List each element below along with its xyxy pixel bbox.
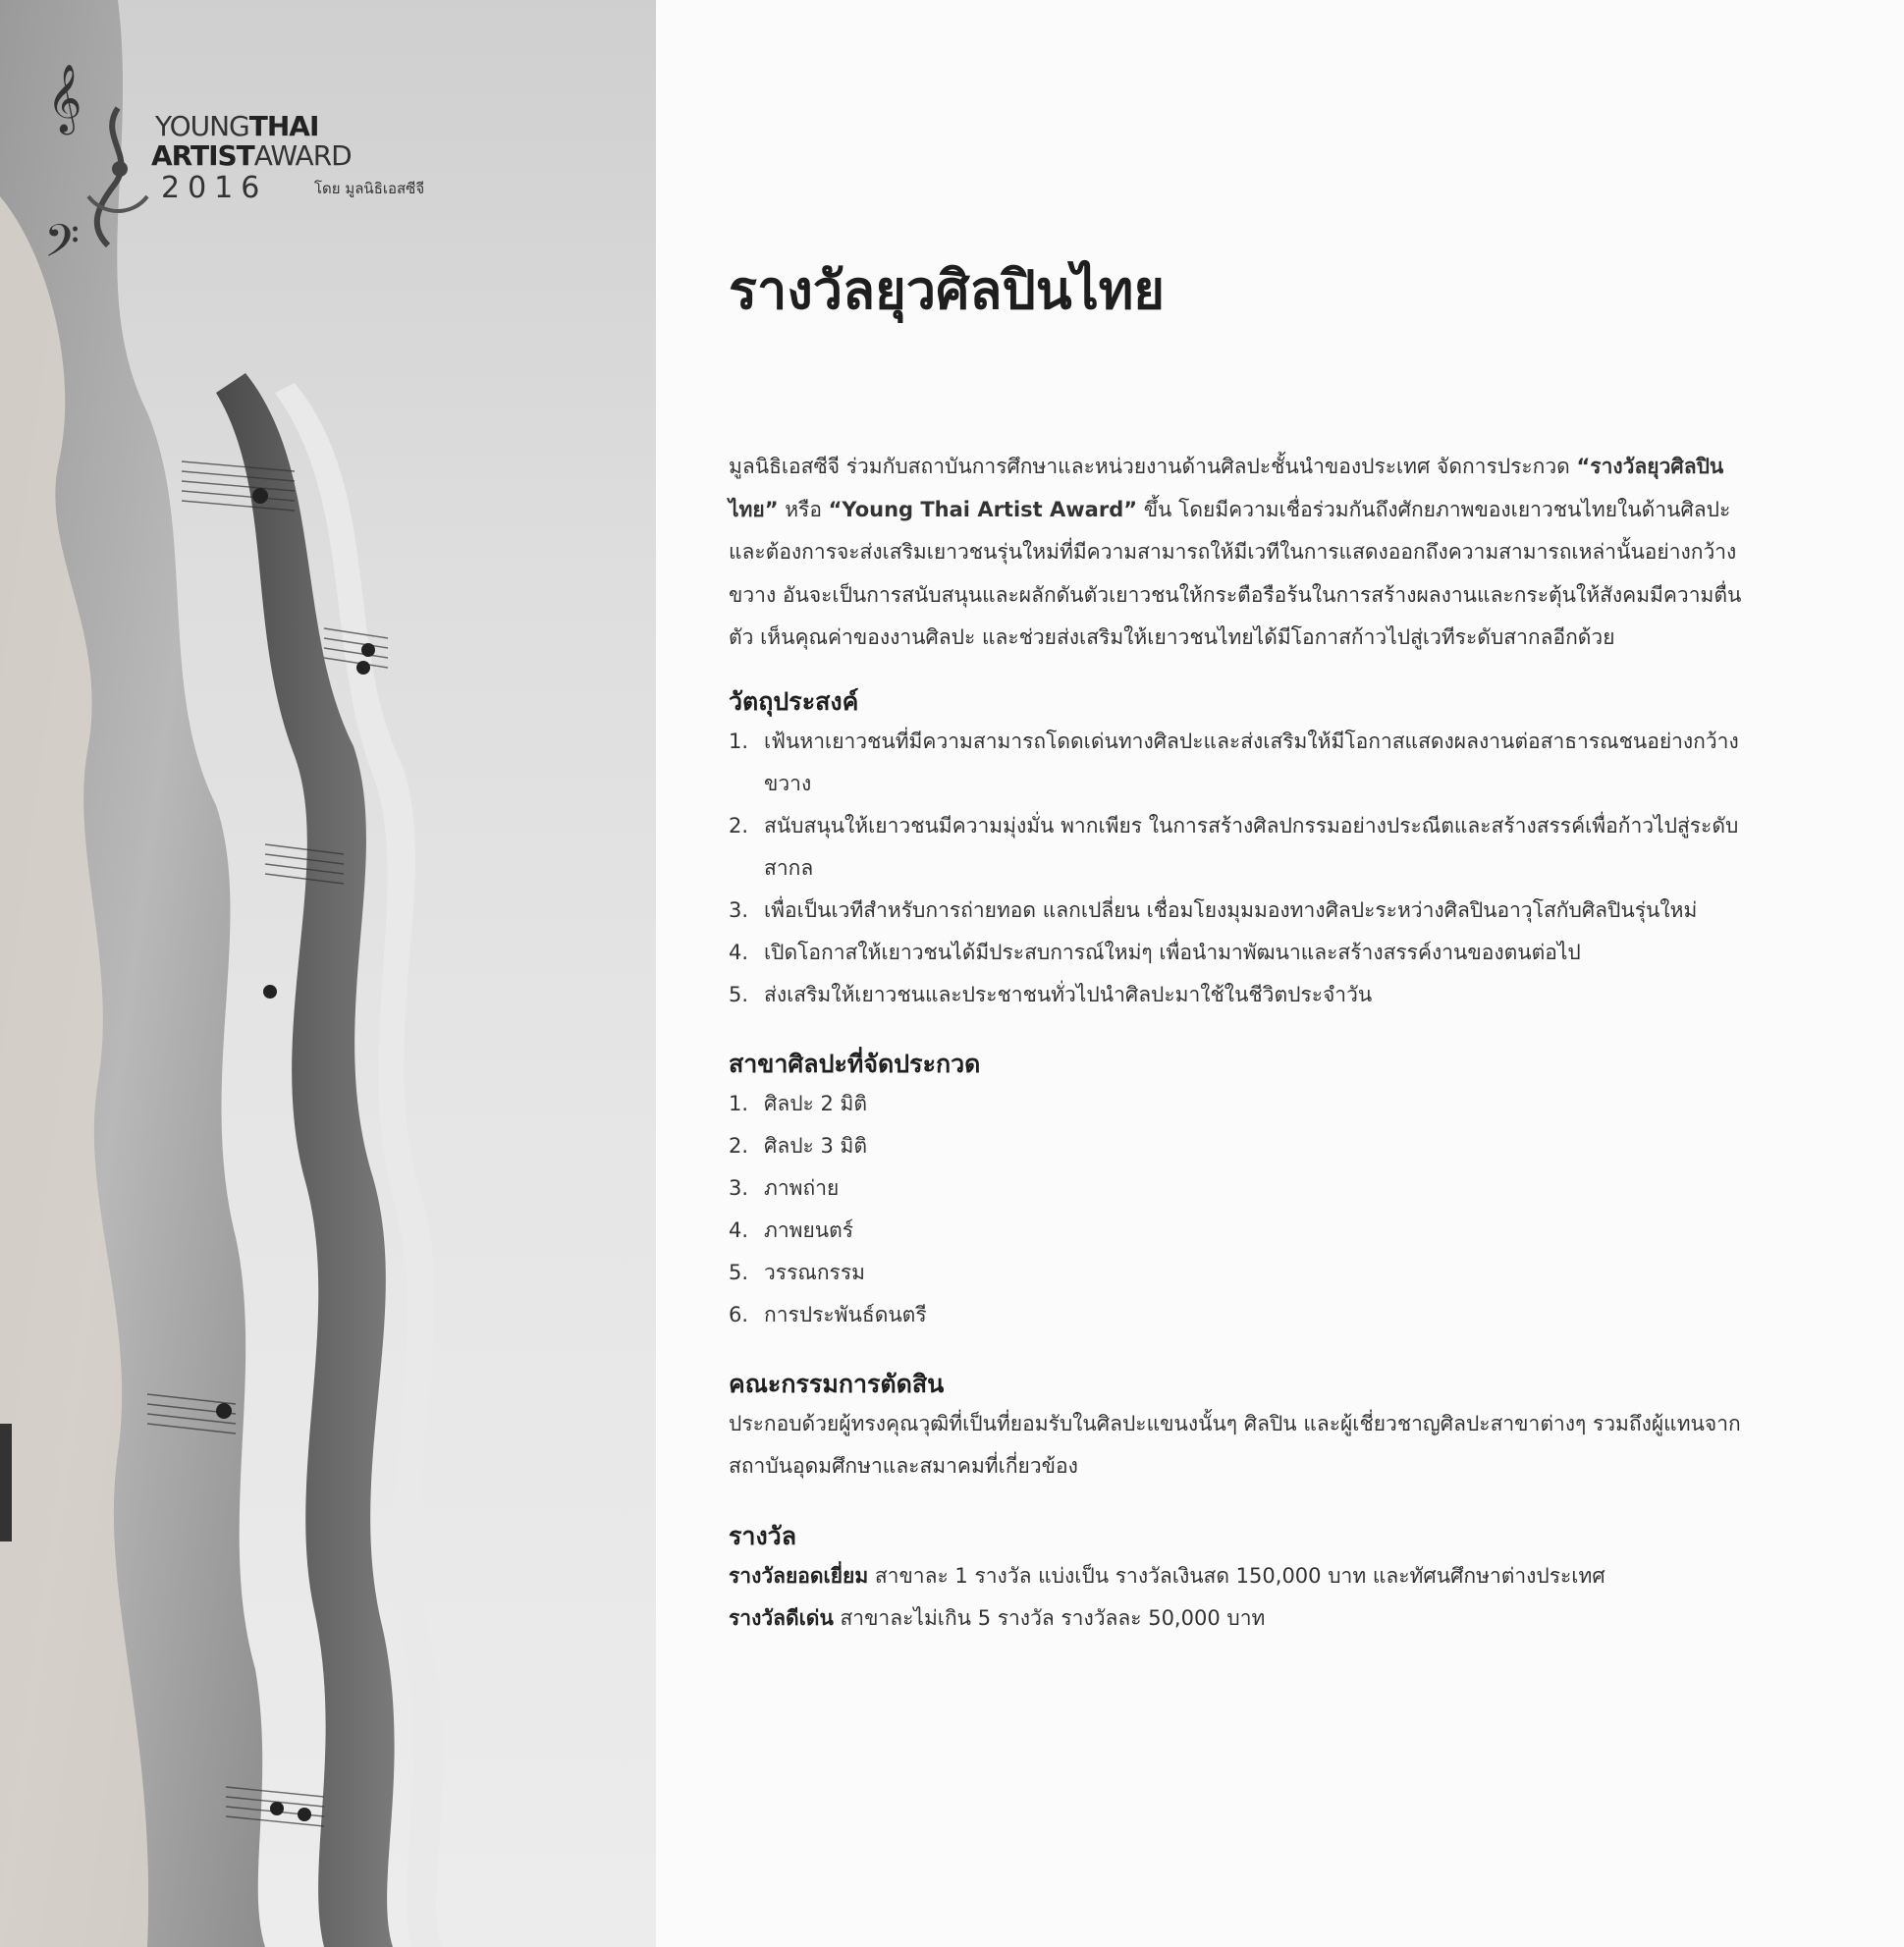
svg-text:𝄢: 𝄢: [44, 215, 81, 279]
decorative-art-panel: [0, 0, 656, 1947]
prize-distinguished: รางวัลดีเด่น สาขาละไม่เกิน 5 รางวัล รางวัลละ 50,000 บาท: [729, 1605, 1266, 1630]
logo-young-thai: YOUNGTHAI: [155, 110, 319, 142]
prizes-heading: รางวัล: [729, 1521, 797, 1550]
list-item: 1. เฟ้นหาเยาวชนที่มีความสามารถโดดเด่นทางศิลปะและส่งเสริมให้มีโอกาสแสดงผลงานต่อสาธารณชนอย่างกว้างขวาง: [729, 729, 1739, 795]
list-item: 6. การประพันธ์ดนตรี: [729, 1302, 927, 1326]
list-item: 1. ศิลปะ 2 มิติ: [729, 1091, 867, 1115]
list-item: 2. สนับสนุนให้เยาวชนมีความมุ่งมั่น พากเพียร ในการสร้างศิลปกรรมอย่างประณีตและสร้างสรรค์เพื่อก้าวไปสู่ระดับสากล: [729, 813, 1739, 880]
list-item: 3. ภาพถ่าย: [729, 1175, 840, 1200]
list-item: 2. ศิลปะ 3 มิติ: [729, 1133, 867, 1158]
judges-heading: คณะกรรมการตัดสิน: [729, 1369, 945, 1398]
logo-artist-award: ARTISTAWARD: [151, 139, 352, 172]
intro-paragraph: มูลนิธิเอสซีจี ร่วมกับสถาบันการศึกษาและหน่วยงานด้านศิลปะชั้นนำของประเทศ จัดการประกวด “รางวัลยุวศิลปินไทย” หรือ “Young Thai Artist Award” ขึ้น โดยมีความเชื่อร่วมกันถึงศักยภาพของเยาวชนไทยในด้านศิลปะ และต้องการจะส่งเสริมเยาวชนรุ่นใหม่ที่มีความสามารถให้มีเวทีในการแสดงออกถึงความสามารถเหล่านั้นอย่างกว้างขวาง อันจะเป็นการสนับสนุนและผลักดันตัวเยาวชนให้กระตือรือร้นในการสร้างผลงานและกระตุ้นให้สังคมมีความตื่นตัว เห็นคุณค่าของงานศิลปะ และช่วยส่งเสริมให้เยาวชนไทยได้มีโอกาสก้าวไปสู่เวทีระดับสากลอีกด้วย: [729, 455, 1742, 649]
svg-text:𝄞: 𝄞: [47, 64, 82, 133]
list-item: 3. เพื่อเป็นเวทีสำหรับการถ่ายทอด แลกเปลี่ยน เชื่อมโยงมุมมองทางศิลปะระหว่างศิลปินอาวุโสกับศิลปินรุ่นใหม่: [729, 897, 1698, 922]
logo-figure-icon: [79, 98, 157, 255]
award-name-thai: “รางวัลยุวศิลปินไทย”: [729, 455, 1724, 521]
list-item: 5. วรรณกรรม: [729, 1260, 865, 1284]
list-item: 4. เปิดโอกาสให้เยาวชนได้มีประสบการณ์ใหม่ๆ เพื่อนำมาพัฒนาและสร้างสรรค์งานของตนต่อไป: [729, 940, 1581, 964]
logo-year: 2016: [161, 171, 268, 205]
logo-by-foundation: โดย มูลนิธิเอสซีจี: [314, 180, 425, 197]
content-body: [729, 446, 1755, 1640]
page-title: รางวัลยุวศิลปินไทย: [729, 259, 1166, 321]
categories-heading: สาขาศิลปะที่จัดประกวด: [729, 1049, 981, 1078]
list-item: 5. ส่งเสริมให้เยาวชนและประชาชนทั่วไปนำศิลปะมาใช้ในชีวิตประจำวัน: [729, 982, 1373, 1006]
objectives-list: [729, 721, 1755, 1016]
judges-paragraph: ประกอบด้วยผู้ทรงคุณวุฒิที่เป็นที่ยอมรับในศิลปะแขนงนั้นๆ ศิลปิน และผู้เชี่ยวชาญศิลปะสาขาต่างๆ รวมถึงผู้แทนจากสถาบันอุดมศึกษาและสมาคมที่เกี่ยวข้อง: [729, 1411, 1741, 1478]
young-thai-artist-award-logo: [79, 98, 425, 206]
prize-excellent: รางวัลยอดเยี่ยม สาขาละ 1 รางวัล แบ่งเป็น รางวัลเงินสด 150,000 บาท และทัศนศึกษาต่างประเทศ: [729, 1563, 1605, 1588]
objectives-heading: วัตถุประสงค์: [729, 686, 859, 716]
torn-paper-collage: [0, 0, 656, 1947]
award-name-english: “Young Thai Artist Award”: [828, 497, 1138, 521]
list-item: 4. ภาพยนตร์: [729, 1217, 854, 1242]
categories-list: [729, 1083, 1755, 1336]
